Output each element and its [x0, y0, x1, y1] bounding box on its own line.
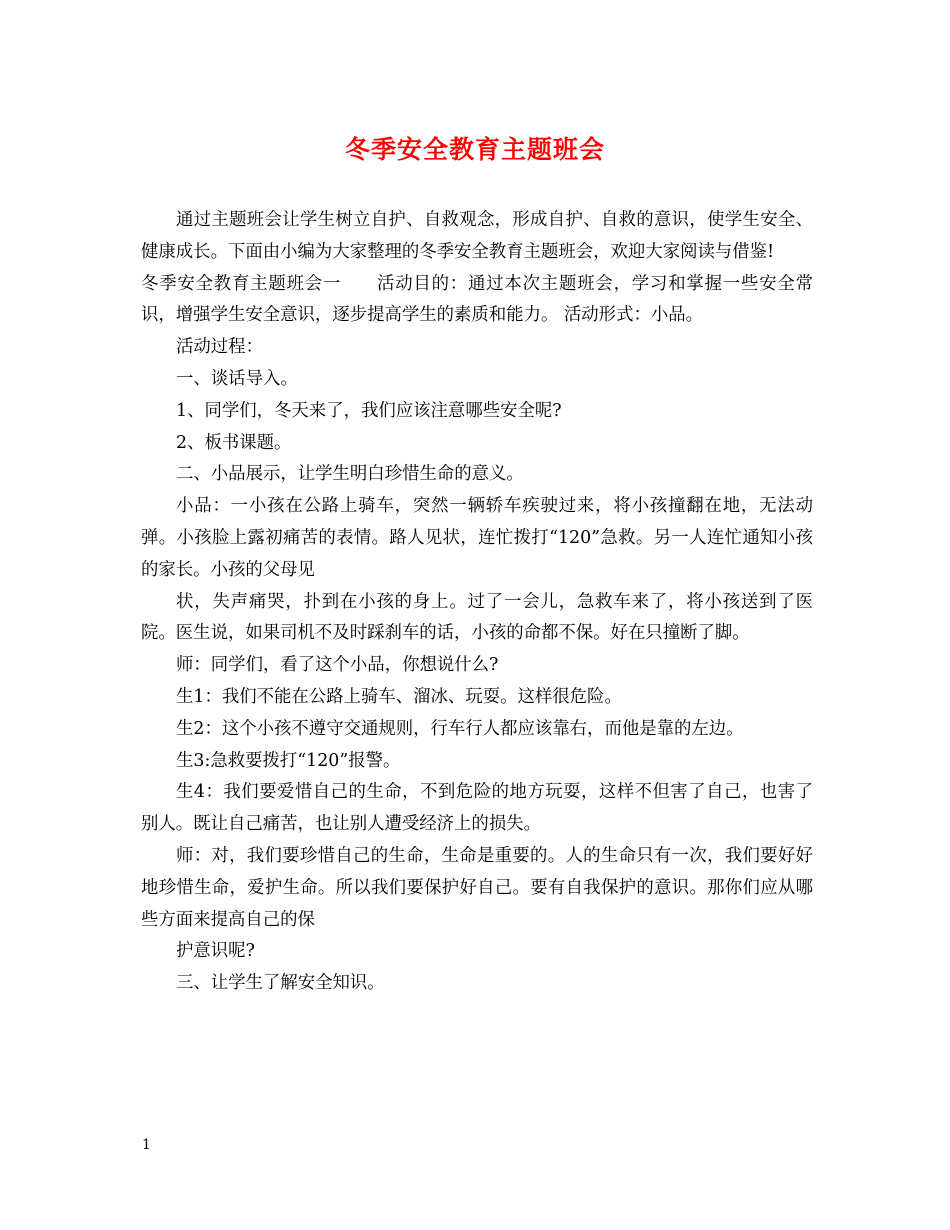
paragraph: 师：同学们，看了这个小品，你想说什么? [176, 655, 499, 676]
paragraph: 三、让学生了解安全知识。 [176, 973, 385, 994]
paragraph: 生2：这个小孩不遵守交通规则，行车行人都应该靠右，而他是靠的左边。 [176, 718, 744, 739]
document-body [141, 205, 813, 1000]
section-heading: 冬季安全教育主题班会一 [141, 273, 342, 294]
paragraph: 生4：我们要爱惜自己的生命，不到危险的地方玩耍，这样不但害了自己，也害了别人。既让自己痛苦，也让别人遭受经济上的损失。 [141, 782, 813, 835]
paragraph: 小品：一小孩在公路上骑车，突然一辆轿车疾驶过来，将小孩撞翻在地，无法动弹。小孩脸上露初痛苦的表情。路人见状，连忙拨打“120”急救。另一人连忙通知小孩的家长。小孩的父母见 [141, 496, 813, 580]
paragraph: 生1：我们不能在公路上骑车、溜冰、玩耍。这样很危险。 [176, 686, 622, 707]
paragraph: 护意识呢? [176, 941, 255, 962]
paragraph: 师：对，我们要珍惜自己的生命，生命是重要的。人的生命只有一次，我们要好好地珍惜生命，爱护生命。所以我们要保护好自己。要有自我保护的意识。那你们应从哪些方面来提高自己的保 [141, 845, 813, 930]
paragraph: 一、谈话导入。 [176, 368, 298, 389]
paragraph: 2、板书课题。 [176, 432, 292, 453]
paragraph-text: 活动目的：通过本次主题班会，学习和掌握一些安全常识，增强学生安全意识，逐步提高学生的素质和能力。 活动形式：小品。 [141, 273, 813, 326]
document-title: 冬季安全教育主题班会 [344, 135, 605, 164]
paragraph: 状，失声痛哭，扑到在小孩的身上。过了一会儿，急救车来了，将小孩送到了医院。医生说，如果司机不及时踩刹车的话，小孩的命都不保。好在只撞断了脚。 [141, 591, 813, 644]
paragraph: 通过主题班会让学生树立自护、自救观念，形成自护、自救的意识，使学生安全、健康成长。下面由小编为大家整理的冬季安全教育主题班会，欢迎大家阅读与借鉴! [141, 210, 813, 262]
paragraph: 1、同学们，冬天来了，我们应该注意哪些安全呢? [176, 400, 562, 421]
paragraph [141, 269, 813, 333]
page-number: 1 [142, 1137, 151, 1153]
paragraph: 二、小品展示，让学生明白珍惜生命的意义。 [176, 464, 524, 485]
paragraph: 生3:急救要拨打“120”报警。 [176, 750, 401, 771]
paragraph: 活动过程： [176, 337, 263, 358]
